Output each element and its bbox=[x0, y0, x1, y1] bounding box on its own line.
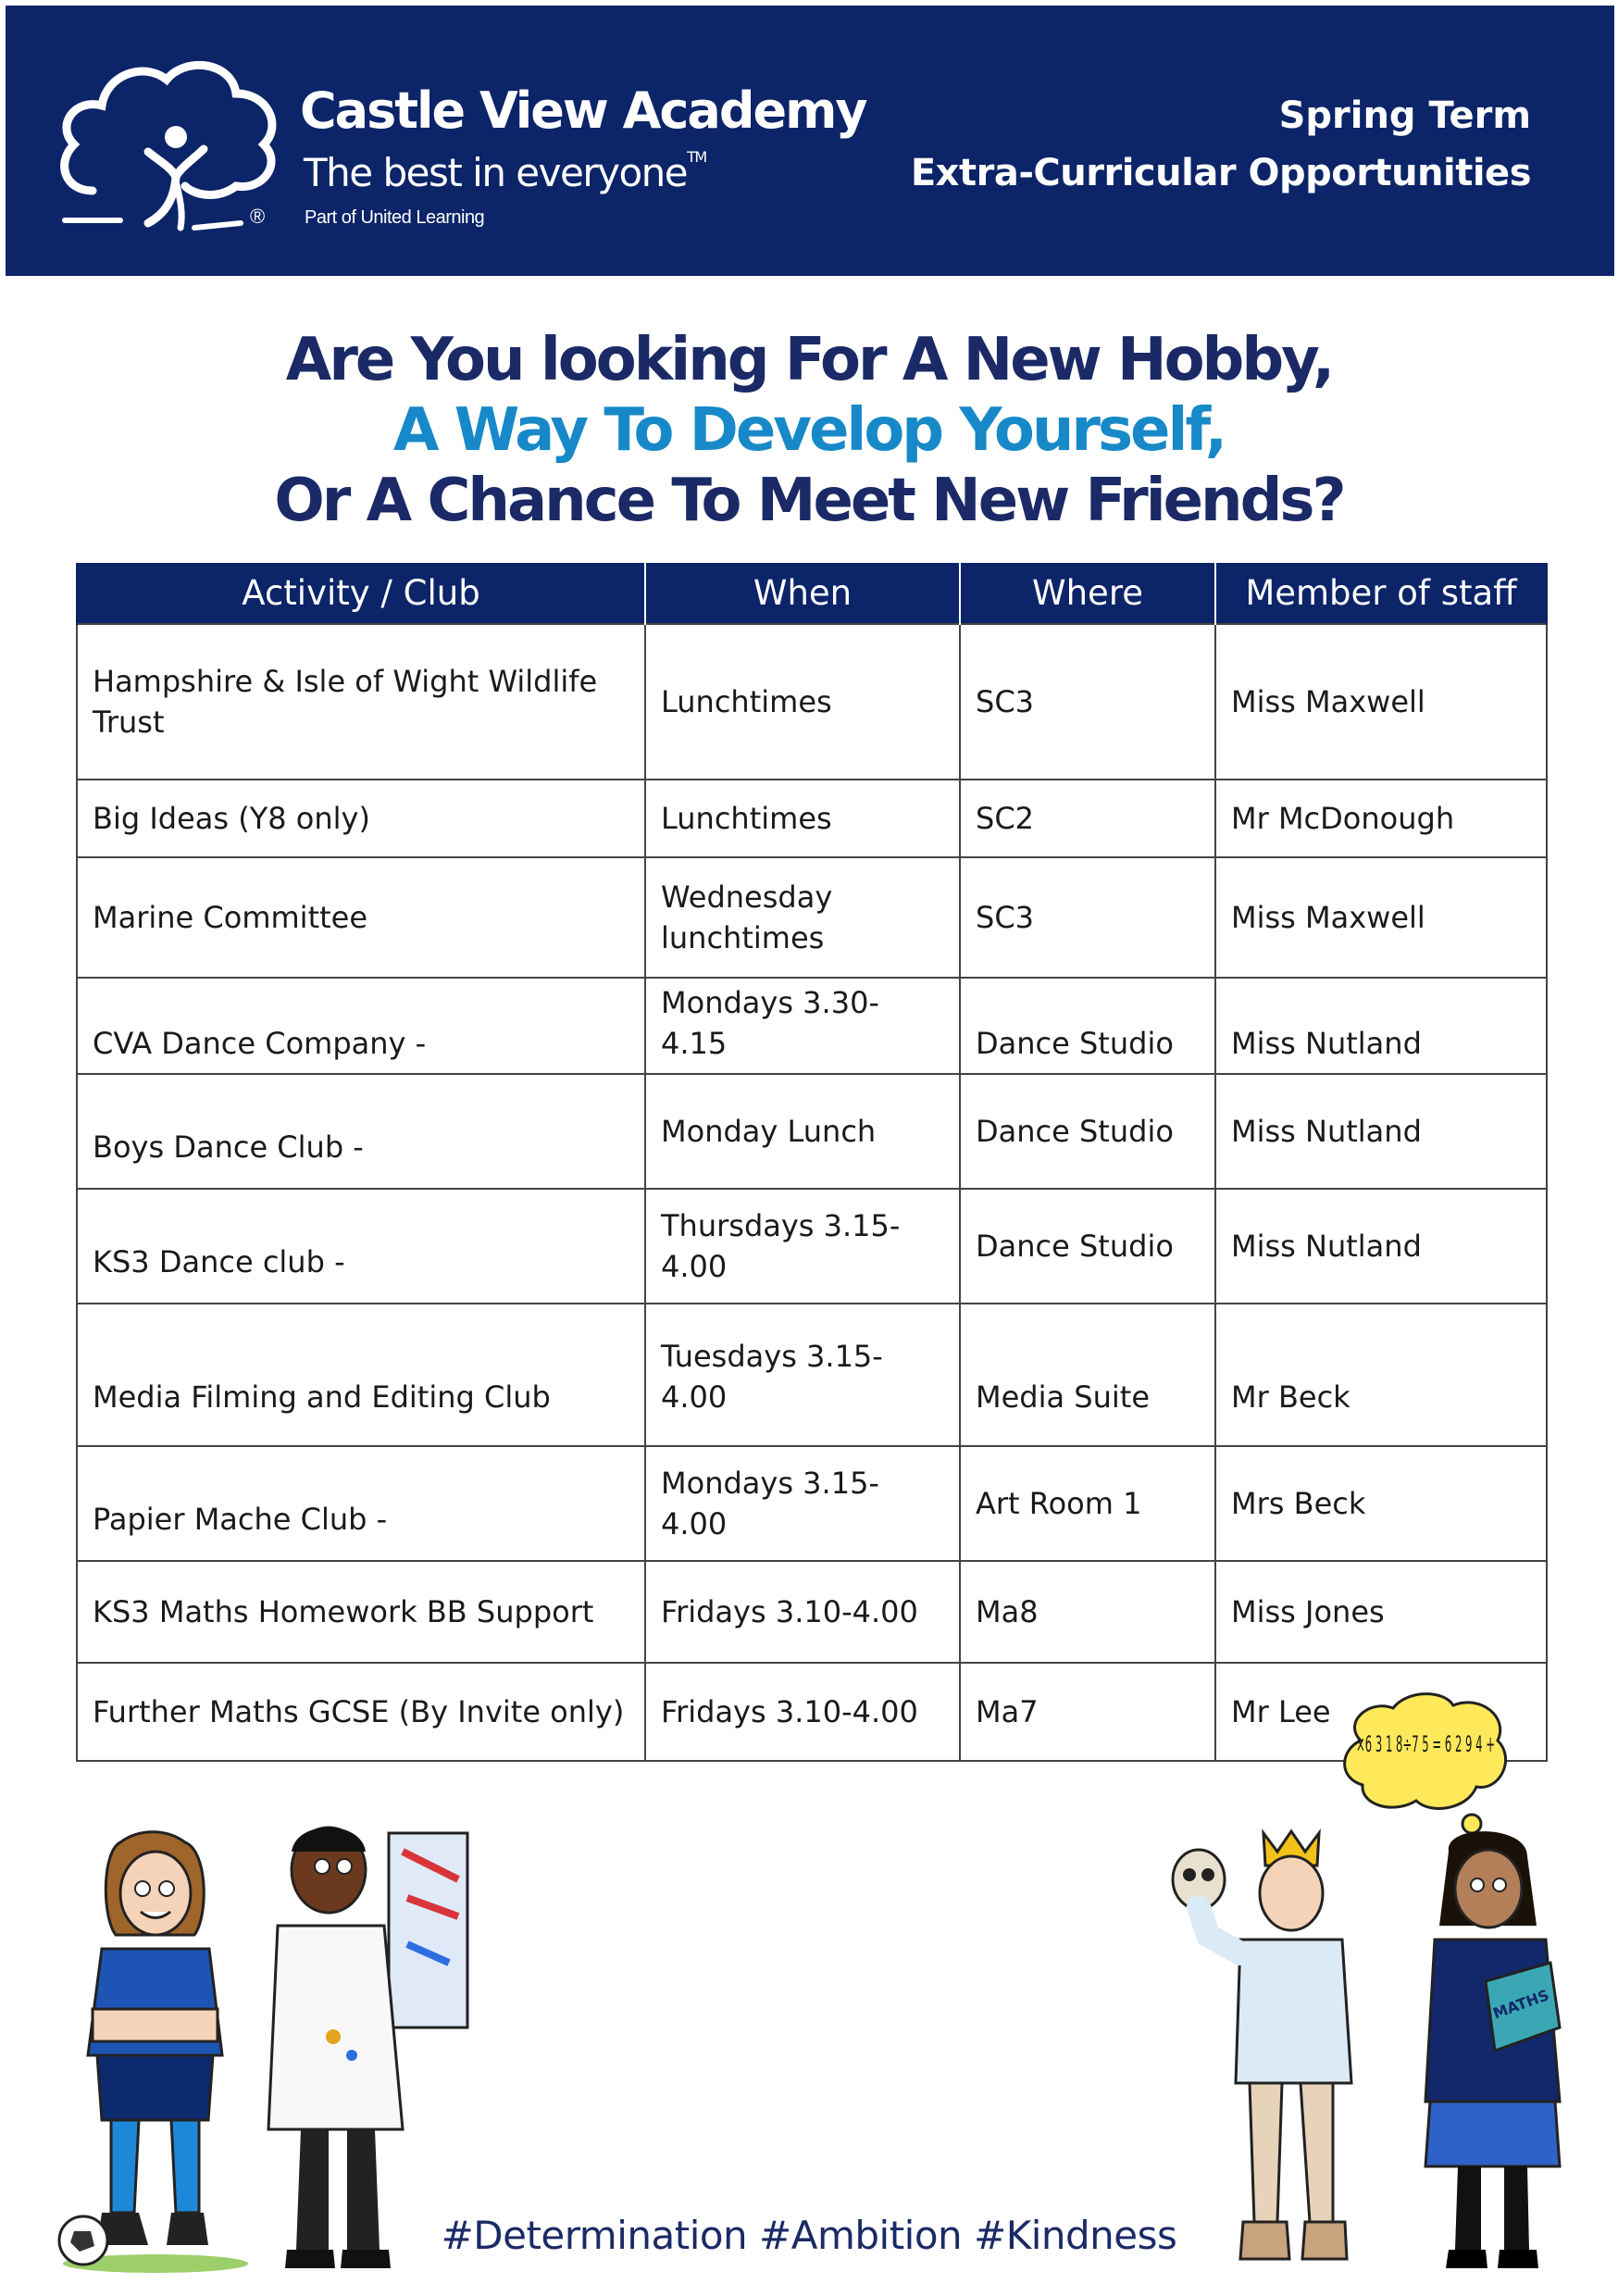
table-row bbox=[77, 1304, 1547, 1446]
thought-bubble-text: ×6 3 1 8÷7 5 = 6 2 9 4 + bbox=[1356, 1731, 1495, 1757]
cell-activity: Further Maths GCSE (By Invite only) bbox=[77, 1663, 645, 1761]
cell-when: Mondays 3.30-4.15 bbox=[645, 978, 960, 1074]
cell-staff: Miss Maxwell bbox=[1215, 624, 1547, 780]
cell-staff: Miss Nutland bbox=[1215, 978, 1547, 1074]
table-row bbox=[77, 1561, 1547, 1663]
cell-where: Dance Studio bbox=[960, 1074, 1215, 1189]
cell-activity: Big Ideas (Y8 only) bbox=[77, 780, 645, 857]
header-subtitle: Extra-Curricular Opportunities bbox=[910, 152, 1531, 194]
cell-when: Fridays 3.10-4.00 bbox=[645, 1663, 960, 1761]
registered-mark: ® bbox=[250, 205, 266, 228]
cell-where: Media Suite bbox=[960, 1304, 1215, 1446]
cell-staff: Mrs Beck bbox=[1215, 1446, 1547, 1561]
table-row bbox=[77, 1663, 1547, 1761]
cell-activity: Papier Mache Club - bbox=[77, 1446, 645, 1561]
cell-activity: CVA Dance Company - bbox=[77, 978, 645, 1074]
headline-line-3: Or A Chance To Meet New Friends? bbox=[274, 467, 1344, 535]
cell-staff: Mr McDonough bbox=[1215, 780, 1547, 857]
cell-when: Thursdays 3.15-4.00 bbox=[645, 1189, 960, 1304]
headline-line-2: A Way To Develop Yourself, bbox=[392, 396, 1226, 465]
cell-where: SC2 bbox=[960, 780, 1215, 857]
cell-when: Fridays 3.10-4.00 bbox=[645, 1561, 960, 1663]
cell-activity: Marine Committee bbox=[77, 857, 645, 978]
school-tagline: The best in everyone™ bbox=[304, 148, 706, 195]
headline-line-1: Are You looking For A New Hobby, bbox=[285, 326, 1333, 394]
column-header-when: When bbox=[645, 563, 960, 624]
part-of-label: Part of United Learning bbox=[305, 207, 485, 228]
table-row bbox=[77, 1446, 1547, 1561]
cell-activity: Media Filming and Editing Club bbox=[77, 1304, 645, 1446]
cell-activity: KS3 Maths Homework BB Support bbox=[77, 1561, 645, 1663]
header-banner bbox=[6, 6, 1614, 276]
cell-staff: Miss Maxwell bbox=[1215, 857, 1547, 978]
table-row bbox=[77, 1189, 1547, 1304]
cell-staff: Miss Nutland bbox=[1215, 1189, 1547, 1304]
table-row bbox=[77, 624, 1547, 780]
cell-activity: Hampshire & Isle of Wight Wildlife Trust bbox=[77, 624, 645, 780]
school-name: Castle View Academy bbox=[300, 81, 866, 140]
cell-when: Tuesdays 3.15-4.00 bbox=[645, 1304, 960, 1446]
book-label: MATHS bbox=[1490, 1986, 1551, 2023]
clubs-table bbox=[76, 563, 1548, 1762]
cell-when: Mondays 3.15-4.00 bbox=[645, 1446, 960, 1561]
table-row bbox=[77, 1074, 1547, 1189]
table-row bbox=[77, 857, 1547, 978]
cell-staff: Mr Beck bbox=[1215, 1304, 1547, 1446]
cell-where: SC3 bbox=[960, 857, 1215, 978]
cell-staff: Miss Jones bbox=[1215, 1561, 1547, 1663]
term-title: Spring Term bbox=[1278, 94, 1531, 137]
cell-where: Dance Studio bbox=[960, 978, 1215, 1074]
table-header-row bbox=[77, 563, 1547, 624]
column-header-activity: Activity / Club bbox=[77, 563, 645, 624]
cell-when: Lunchtimes bbox=[645, 624, 960, 780]
cell-staff: Miss Nutland bbox=[1215, 1074, 1547, 1189]
cell-activity: Boys Dance Club - bbox=[77, 1074, 645, 1189]
cell-where: Art Room 1 bbox=[960, 1446, 1215, 1561]
cell-where: SC3 bbox=[960, 624, 1215, 780]
trademark-mark: TM bbox=[687, 148, 706, 166]
column-header-where: Where bbox=[960, 563, 1215, 624]
cell-where: Ma7 bbox=[960, 1663, 1215, 1761]
table-row bbox=[77, 978, 1547, 1074]
table-row bbox=[77, 780, 1547, 857]
column-header-staff: Member of staff bbox=[1215, 563, 1547, 624]
cell-when: Monday Lunch bbox=[645, 1074, 960, 1189]
cell-activity: KS3 Dance club - bbox=[77, 1189, 645, 1304]
cell-when: Wednesday lunchtimes bbox=[645, 857, 960, 978]
values-hashtags: #Determination #Ambition #Kindness bbox=[441, 2213, 1177, 2258]
cell-where: Dance Studio bbox=[960, 1189, 1215, 1304]
cell-where: Ma8 bbox=[960, 1561, 1215, 1663]
cell-when: Lunchtimes bbox=[645, 780, 960, 857]
cell-staff: Mr Lee bbox=[1215, 1663, 1547, 1761]
